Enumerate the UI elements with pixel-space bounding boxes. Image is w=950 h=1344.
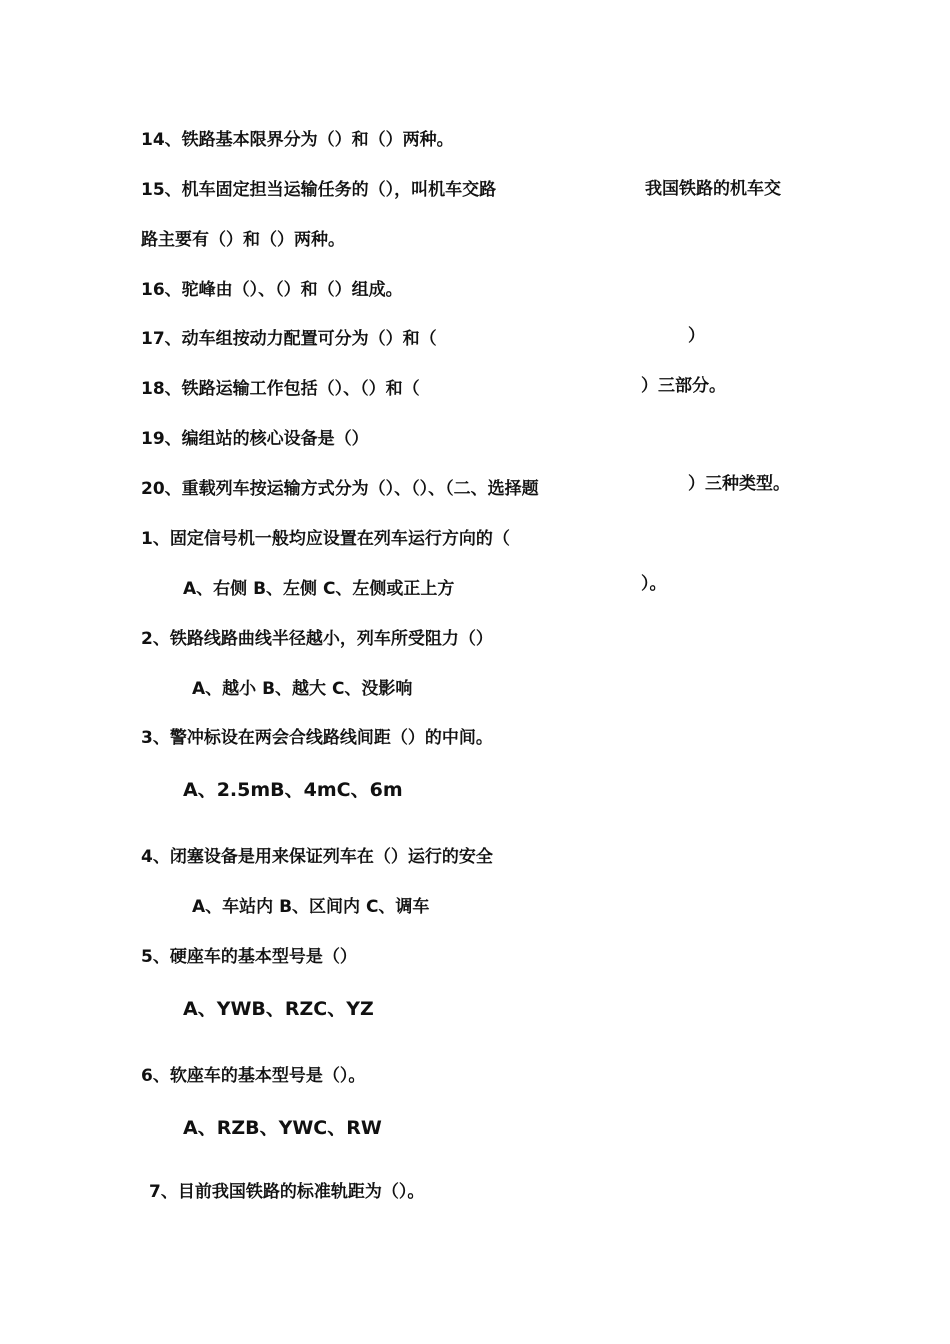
choice-1-right-fragment: ）。 (641, 574, 667, 594)
choice-question-4: 4、闭塞设备是用来保证列车在（）运行的安全 (141, 847, 493, 867)
choice-6-options: A、RZB、YWC、RW (183, 1117, 382, 1139)
choice-question-7: 7、目前我国铁路的标准轨距为（）。 (149, 1182, 425, 1202)
choice-question-5: 5、硬座车的基本型号是（） (141, 947, 357, 967)
choice-question-2: 2、铁路线路曲线半径越小，列车所受阻力（） (141, 629, 493, 649)
question-20-right-fragment: ）三种类型。 (688, 474, 790, 494)
question-20: 20、重载列车按运输方式分为（）、（）、（二、选择题 (141, 479, 539, 499)
choice-3-options: A、2.5mB、4mC、6m (183, 779, 403, 801)
question-17: 17、动车组按动力配置可分为（）和（ (141, 329, 437, 349)
choice-4-options: A、车站内 B、区间内 C、调车 (192, 897, 430, 917)
question-16: 16、驼峰由（）、（）和（）组成。 (141, 280, 403, 300)
question-15-continuation: 路主要有（）和（）两种。 (141, 230, 345, 250)
choice-1-options: A、右侧 B、左侧 C、左侧或正上方 (183, 579, 455, 599)
choice-5-options: A、YWB、RZC、YZ (183, 998, 374, 1020)
choice-2-options: A、越小 B、越大 C、没影响 (192, 679, 413, 699)
question-17-right-fragment: ） (688, 326, 705, 346)
question-18: 18、铁路运输工作包括（）、（）和（ (141, 379, 420, 399)
question-19: 19、编组站的核心设备是（） (141, 429, 369, 449)
choice-question-6: 6、软座车的基本型号是（）。 (141, 1066, 366, 1086)
question-15: 15、机车固定担当运输任务的（），叫机车交路 (141, 180, 497, 200)
question-18-right-fragment: ）三部分。 (641, 376, 726, 396)
question-14: 14、铁路基本限界分为（）和（）两种。 (141, 130, 454, 150)
choice-question-3: 3、警冲标设在两会合线路线间距（）的中间。 (141, 728, 493, 748)
question-15-right-fragment: 我国铁路的机车交 (645, 179, 781, 199)
choice-question-1: 1、固定信号机一般均应设置在列车运行方向的（ (141, 529, 510, 549)
